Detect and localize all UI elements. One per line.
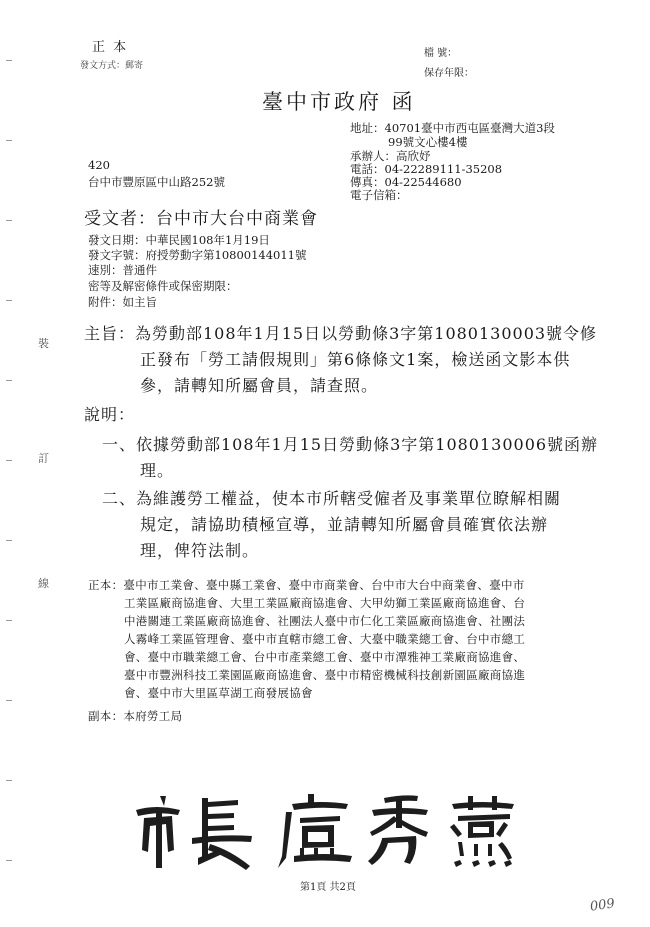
- explanation-line: 一、依據勞動部108年1月15日勞動條3字第1080130006號函辦: [102, 435, 599, 454]
- subject-line: 主旨：為勞動部108年1月15日以勞動條3字第1080130003號令修: [84, 324, 598, 343]
- issue-date: 發文日期：中華民國108年1月19日: [88, 233, 270, 247]
- subject-line: 正發布「勞工請假規則」第6條條文1案，檢送函文影本供: [140, 350, 571, 369]
- delivery-speed: 速別：普通件: [88, 263, 157, 277]
- cc-line: 臺中市豐洲科技工業園區廠商協進會、臺中市精密機械科技創新園區廠商協進: [124, 668, 526, 682]
- binding-mark-3: 線: [38, 577, 49, 590]
- cc-line: 會、臺中市大里區草湖工商發展協會: [124, 686, 313, 700]
- cc-line: 人霧峰工業區管理會、臺中市直轄市總工會、大臺中職業總工會、台中市總工: [124, 632, 526, 646]
- receiver: 受文者：台中市大台中商業會: [84, 209, 318, 229]
- cc-line: 正本：臺中市工業會、臺中縣工業會、臺中市商業會、台中市大台中商業會、臺中市: [88, 578, 525, 592]
- sender-email: 電子信箱：: [350, 188, 408, 202]
- sender-phone: 電話：04-22289111-35208: [350, 162, 503, 176]
- sender-fax: 傳真：04-22544680: [350, 175, 462, 189]
- binding-edge: [2, 0, 16, 927]
- mayor-signature-image: [132, 792, 524, 872]
- copy-recipients: 副本：本府勞工局: [88, 709, 183, 723]
- cc-line: 會、臺中市職業總工會、台中市產業總工會、臺中市潭雅神工業廠商協進會、: [124, 650, 526, 664]
- recipient-address: 台中市豐原區中山路252號: [88, 175, 225, 189]
- handwritten-number: 009: [589, 896, 616, 915]
- binding-mark-1: 裝: [38, 337, 49, 350]
- explanation-line: 規定，請協助積極宣導，並請轉知所屬會員確實依法辦: [140, 515, 549, 534]
- retention-label: 保存年限：: [424, 68, 474, 79]
- send-method: 發文方式：郵寄: [80, 61, 144, 71]
- sender-address-line2: 99號文心樓4樓: [388, 135, 468, 149]
- cc-line: 中港關連工業區廠商協進會、社團法人臺中市仁化工業區廠商協進會、社團法: [124, 614, 526, 628]
- sender-contact: 承辦人：高欣妤: [350, 149, 431, 163]
- copy-label: 正 本: [92, 40, 129, 55]
- document-number: 發文字號：府授勞動字第10800144011號: [88, 248, 307, 262]
- security-level: 密等及解密條件或保密期限：: [88, 279, 238, 293]
- recipient-postcode: 420: [88, 158, 110, 172]
- document-title: 臺中市政府 函: [262, 90, 416, 114]
- explanation-line: 二、為維護勞工權益，使本市所轄受僱者及事業單位瞭解相關: [102, 489, 562, 508]
- page-number: 第1頁 共2頁: [300, 882, 356, 893]
- subject-line: 參，請轉知所屬會員，請查照。: [140, 376, 379, 395]
- sender-address: 地址：40701臺中市西屯區臺灣大道3段: [350, 121, 555, 135]
- file-number-label: 檔 號：: [424, 48, 458, 59]
- cc-line: 工業區廠商協進會、大里工業區廠商協進會、大甲幼獅工業區廠商協進會、台: [124, 596, 526, 610]
- attachment: 附件：如主旨: [88, 295, 157, 309]
- explanation-line: 理。: [140, 461, 175, 480]
- explanation-line: 理，俾符法制。: [140, 541, 260, 560]
- binding-mark-2: 訂: [38, 452, 49, 465]
- explanation-label: 說明：: [84, 405, 136, 424]
